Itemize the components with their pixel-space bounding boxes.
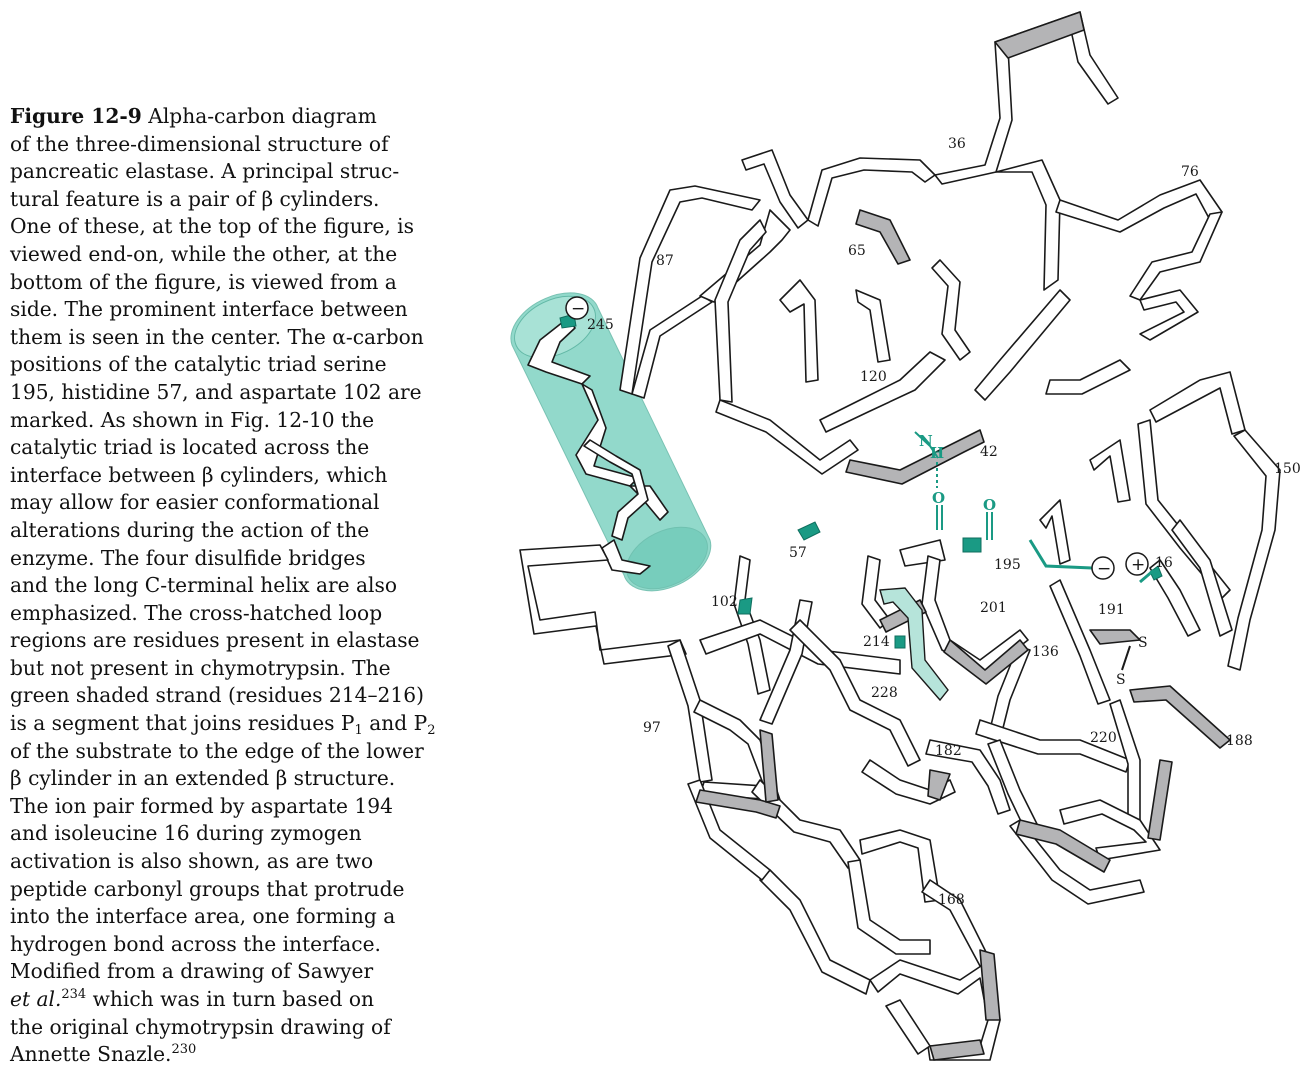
residue-label: 245 — [587, 317, 614, 333]
reference-superscript: 234 — [61, 987, 87, 1002]
residue-label: 220 — [1090, 730, 1117, 746]
caption-line: Alpha-carbon diagram — [141, 104, 377, 128]
subscript-p1: 1 — [354, 723, 363, 739]
residue-label: 188 — [1226, 733, 1253, 749]
sulfur-label-2: S — [1116, 672, 1126, 688]
caption-line: activation is also shown, as are two — [10, 849, 374, 874]
residue-label: 201 — [980, 600, 1007, 616]
charge-minus-245 — [566, 297, 588, 319]
caption-line: them is seen in the center. The α-carbon — [10, 324, 424, 349]
caption-line: peptide carbonyl groups that protrude — [10, 876, 405, 901]
caption-line: hydrogen bond across the interface. — [10, 931, 381, 956]
reference-superscript: 230 — [171, 1042, 197, 1058]
caption-line: alterations during the action of the — [10, 517, 370, 542]
caption-line: positions of the catalytic triad serine — [10, 352, 387, 377]
svg-text:−: − — [1097, 559, 1112, 579]
caption-line: 195, histidine 57, and aspartate 102 are — [10, 379, 422, 404]
charge-plus-16 — [1126, 553, 1148, 575]
subscript-p2: 2 — [427, 723, 436, 739]
caption-line: regions are residues present in elastase — [10, 628, 420, 653]
caption-line: catalytic triad is located across the — [10, 435, 370, 460]
oxygen-label-1: O — [932, 489, 946, 507]
green-strand-214-216 — [880, 588, 948, 700]
caption-line: may allow for easier conformational — [10, 490, 380, 515]
residue-label: 102 — [711, 594, 738, 610]
hydrogen-label: H — [930, 444, 945, 462]
histidine-57-marker — [798, 522, 820, 540]
oxygen-label-2: O — [983, 496, 997, 514]
caption-line: β cylinder in an extended β structure. — [10, 766, 396, 791]
caption-line: of the three-dimensional structure of — [10, 131, 389, 156]
caption-line: of the substrate to the edge of the lower — [10, 738, 424, 763]
caption-line: side. The prominent interface between — [10, 297, 408, 322]
residue-label: 150 — [1274, 461, 1301, 477]
residue-label: 36 — [948, 136, 966, 152]
residue-label: 65 — [848, 243, 866, 259]
caption-line: interface between β cylinders, which — [10, 462, 388, 487]
residue-label: 136 — [1032, 644, 1059, 660]
caption-line: which was in turn based on — [86, 987, 375, 1011]
caption-line: enzyme. The four disulfide bridges — [10, 545, 366, 570]
residue-label: 97 — [643, 720, 661, 736]
residue-label: 214 — [863, 634, 890, 650]
caption-line: One of these, at the top of the figure, is — [10, 214, 414, 239]
nitrogen-label: N — [919, 432, 933, 450]
residue-label: 16 — [1155, 555, 1173, 571]
svg-text:−: − — [571, 299, 586, 319]
charge-minus-194 — [1092, 557, 1114, 579]
svg-text:+: + — [1131, 555, 1146, 575]
residue-label: 228 — [871, 685, 898, 701]
caption-line: and isoleucine 16 during zymogen — [10, 821, 362, 846]
disulfide-bridge — [1122, 646, 1130, 670]
caption-etal: et al. — [10, 987, 62, 1011]
residue-label: 191 — [1098, 602, 1125, 618]
caption-line: bottom of the figure, is viewed from a — [10, 269, 397, 294]
caption-line: Modified from a drawing of Sawyer — [10, 959, 374, 984]
serine-195-marker — [963, 538, 981, 552]
figure-label: Figure 12-9 — [10, 104, 142, 128]
residue-label: 120 — [860, 369, 887, 385]
residue-label: 182 — [935, 743, 962, 759]
caption-line: viewed end-on, while the other, at the — [10, 241, 398, 266]
caption-line: The ion pair formed by aspartate 194 — [10, 793, 393, 818]
residue-label: 195 — [994, 557, 1021, 573]
caption-line: is a segment that joins residues P — [10, 711, 355, 736]
residue-214-marker — [895, 636, 905, 648]
residue-label: 57 — [789, 545, 807, 561]
residue-label: 76 — [1181, 164, 1199, 180]
caption-line: into the interface area, one forming a — [10, 904, 396, 929]
residue-label: 168 — [938, 892, 965, 908]
caption-and-p: and P — [362, 711, 428, 736]
caption-line: the original chymotrypsin drawing of — [10, 1014, 391, 1039]
residue-label: 87 — [656, 253, 674, 269]
sulfur-label-1: S — [1138, 635, 1148, 651]
caption-line: and the long C-terminal helix are also — [10, 573, 398, 598]
caption-line: marked. As shown in Fig. 12-10 the — [10, 407, 375, 432]
caption-line: Annette Snazle. — [10, 1042, 172, 1067]
caption-line: emphasized. The cross-hatched loop — [10, 600, 383, 625]
caption-line: tural feature is a pair of β cylinders. — [10, 186, 380, 211]
aspartate-102-marker — [738, 598, 752, 614]
residue-label: 42 — [980, 444, 998, 460]
caption-line: green shaded strand (residues 214–216) — [10, 683, 424, 708]
caption-line: pancreatic elastase. A principal struc- — [10, 159, 400, 184]
caption-line: but not present in chymotrypsin. The — [10, 655, 391, 680]
